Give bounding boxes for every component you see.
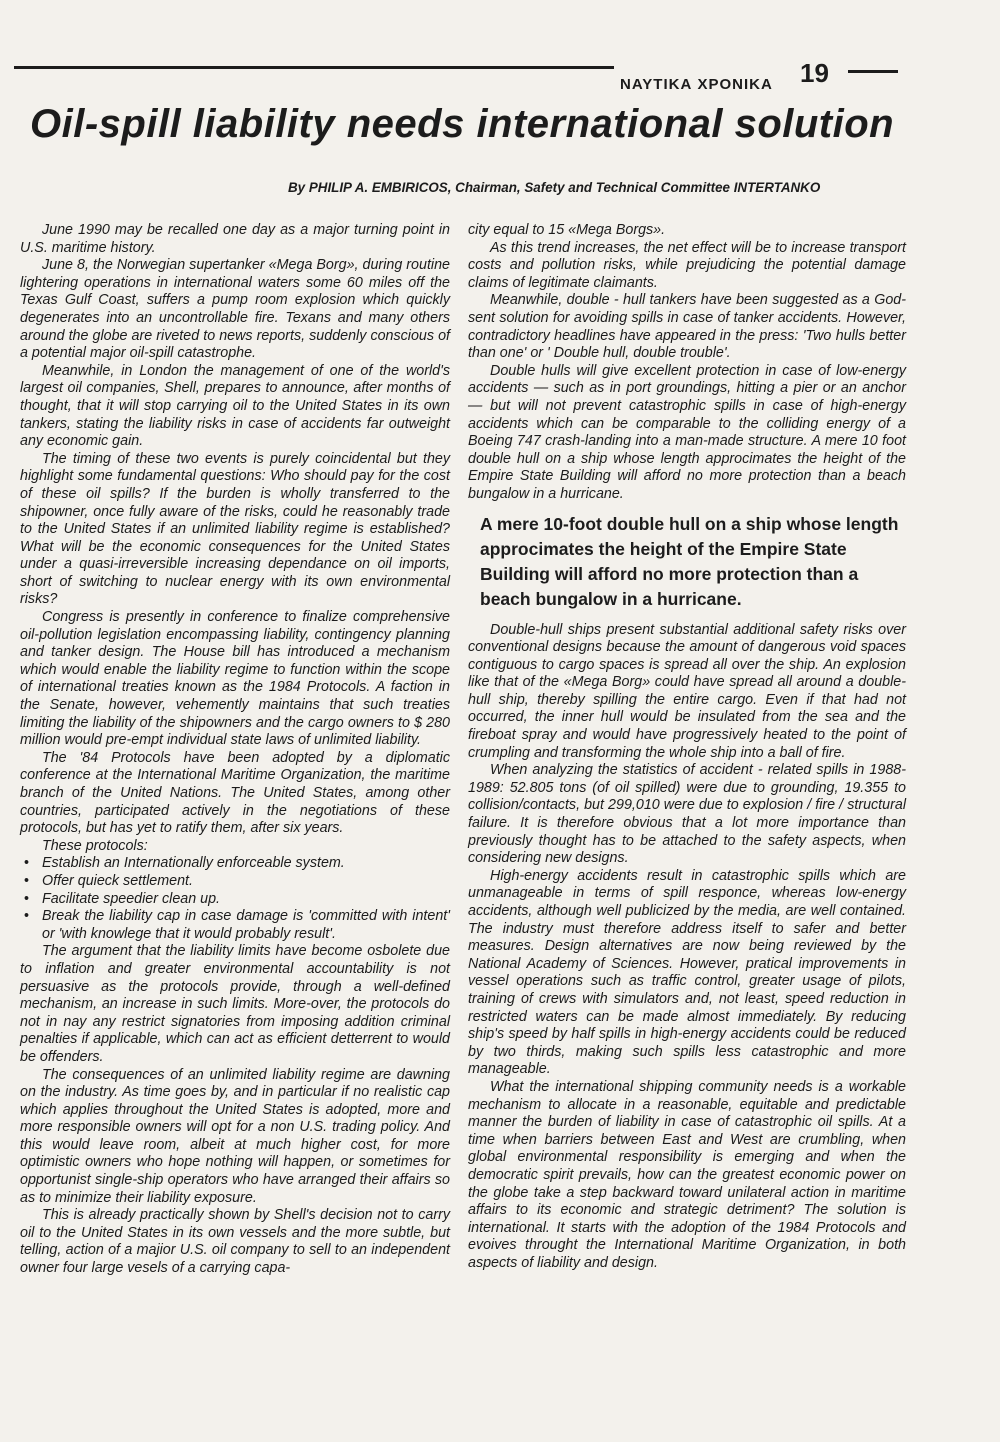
list-item: • Break the liability cap in case damage is 'committed with intent' or 'with knowlege that it would probably result'. bbox=[24, 908, 450, 942]
header-rule-left bbox=[14, 66, 614, 69]
paragraph: This is already practically shown by Shell's decision not to carry oil to the United States in its own vessels and the more subtle, but telling, action of a majior U.S. oil company to sell to an independent owner four large vesels of a carrying capa- bbox=[20, 1207, 450, 1277]
paragraph: June 8, the Norwegian supertanker «Mega Borg», during routine lightering operations in international waters some 60 miles off the Texas Gulf Coast, suffers a pump room explosion which quickly degenerates into an uncontrollable fire. Texans and many others around the globe are riveted to news reports, suddenly conscious of a potential major oil-spill catastrophe. bbox=[20, 257, 450, 362]
paragraph: city equal to 15 «Mega Borgs». bbox=[468, 222, 666, 238]
page-number: 19 bbox=[800, 58, 829, 88]
bullet-icon: • bbox=[24, 855, 30, 872]
bullet-icon: • bbox=[24, 890, 30, 907]
paragraph: The argument that the liability limits have become osbolete due to inflation and greater environmental accountability is not persuasive as the protocols provide, through a well-defined mechanism, an increase in such limits. More-over, the protocols do not in nay any restrict signatories from imposing addition criminal penalties if applicable, which can act as efficient detterrent to would be offenders. bbox=[20, 943, 450, 1065]
list-item: • Establish an Internationally enforceable system. bbox=[24, 855, 345, 872]
protocols-list bbox=[20, 855, 450, 943]
magazine-title: ΝΑΥΤΙΚΑ ΧΡΟΝΙΚΑ bbox=[620, 76, 773, 93]
bullet-icon: • bbox=[24, 908, 30, 925]
pull-quote: A mere 10-foot double hull on a ship whose length approcimates the height of the Empire State Building will afford no more protection than a beach bungalow in a hurricane. bbox=[480, 513, 899, 609]
paragraph: The consequences of an unlimited liability regime are dawning on the industry. As time goes by, and in particular if no realistic cap which applies throughout the United States is adopted, more and more responsible owners will opt for a non U.S. trading policy. And this would leave room, albeit at much higher cost, for more optimistic owners who hope nothing will happen, or sometimes for opportunist single-ship operators who have arranged their affairs so as to minimize their liability exposure. bbox=[20, 1066, 450, 1206]
list-item: • Facilitate speedier clean up. bbox=[24, 890, 221, 907]
paragraph: Meanwhile, in London the management of one of the world's largest oil companies, Shell, prepares to announce, after months of thought, that it will stop carrying oil to the United States in its own tankers, stating the liability risks in case of accidents far outweight any economic gain. bbox=[20, 362, 450, 450]
paragraph: Congress is presently in conference to finalize comprehensive oil-pollution legislation encompassing liability, contingency planning and tanker design. The House bill has introduced a mechanism which would enable the liability regime to function within the scope of international treaties known as the 1984 Protocols. A faction in the Senate, however, vehemently maintains that such treaties limiting the liability of the shipowners and the cargo owners to $ 280 million would pre-empt individual state laws of unlimited liability. bbox=[20, 609, 450, 749]
paragraph: The '84 Protocols have been adopted by a diplomatic conference at the International Maritime Organization, the maritime branch of the United Nations. The United States, among other countries, participated actively in the negotiations of these protocols, but has yet to ratify them, after six years. bbox=[20, 749, 450, 837]
article-byline: By PHILIP A. EMBIRICOS, Chairman, Safety and Technical Committee INTERTANKO bbox=[288, 180, 821, 195]
bullet-icon: • bbox=[24, 872, 30, 889]
paragraph: June 1990 may be recalled one day as a major turning point in U.S. maritime history. bbox=[20, 222, 450, 256]
paragraph: These protocols: bbox=[42, 837, 148, 854]
paragraph: When analyzing the statistics of accident - related spills in 1988-1989: 52.805 tons (of oil spilled) were due to grounding, 19.355 to collision/contacts, but 299,010 were due to explosion / fire / structural failure. It is therefore obvious that a lot more importance than previously thought has to be attached to the safety aspects, when considering new designs. bbox=[468, 762, 906, 867]
left-column bbox=[20, 222, 450, 1278]
paragraph: Double hulls will give excellent protection in case of low-energy accidents — such as in port groundings, hitting a pier or an anchor — but will not prevent catastrophic spills in case of high-energy accidents which can be comparable to the colliding energy of a Boeing 747 crash-landing into a man-made structure. A mere 10 foot double hull on a ship whose length approcimates the height of the Empire State Building will afford no more protection than a beach bungalow in a hurricane. bbox=[468, 362, 906, 502]
list-item: • Offer quieck settlement. bbox=[24, 872, 193, 889]
article-headline: Oil-spill liability needs international solution bbox=[30, 102, 895, 146]
paragraph: Meanwhile, double - hull tankers have been suggested as a God-sent solution for avoiding spills in case of tanker accidents. However, contradictory headlines have appeared in the press: 'Two hulls better than one' or ' Double hull, double trouble'. bbox=[468, 292, 906, 362]
paragraph: What the international shipping community needs is a workable mechanism to allocate in a reasonable, equitable and predictable manner the burden of liability in case of catastrophic oil spills. At a time when barriers between East and West are crumbling, when global environmental responsibility is emerging and when the democratic spirit prevails, how can the greatest economic power on the globe take a step backward toward unilateral action in maritime affairs to its economic and strategic detriment? The solution is international. It starts with the adoption of the 1984 Protocols and evoives throught the International Maritime Organization, in both aspects of liability and design. bbox=[468, 1078, 906, 1271]
paragraph: High-energy accidents result in catastrophic spills which are unmanageable in terms of spill responce, whereas low-energy accidents, although well publicized by the media, are well contained. The industry must therefore address itself to safer and better measures. Design alternatives are now being reviewed by the National Academy of Sciences. However, pratical improvements in vessel operations such as traffic control, greater usage of pilots, training of crews with simulators and, not least, speed reduction in restricted waters can be made almost immediately. By reducing ship's speed by half spills in high-energy accidents could be reduced by two thirds, making such spills less catastrophic and more manageable. bbox=[468, 867, 906, 1078]
right-column bbox=[468, 222, 906, 1272]
paragraph: The timing of these two events is purely coincidental but they highlight some fundamental questions: Who should pay for the cost of these oil spills? If the burden is wholly transferred to the shipowner, once fully aware of the risks, could he reasonably trade to the United States if an unlimited liability regime is established? What will be the economic consequences for the United States under a quasi-irreversible increasing dependance on oil imports, short of switching to nuclear energy with its own environmental risks? bbox=[20, 450, 450, 608]
header-rule-right bbox=[848, 70, 898, 73]
paragraph: Double-hull ships present substantial additional safety risks over conventional designs because the amount of dangerous void spaces contiguous to cargo spaces is spread all over the ship. An explosion like that of the «Mega Borg» could have spread all around a double-hull ship, thereby spilling the entire cargo. Even if that had not occurred, the inner hull would be insulated from the sea and the fireboat spray and would have progressively heated to the point of crumpling and transforming the whole ship into a ball of fire. bbox=[468, 621, 906, 761]
paragraph: As this trend increases, the net effect will be to increase transport costs and pollution risks, while prejudicing the potential damage claims of legitimate claimants. bbox=[468, 239, 906, 291]
